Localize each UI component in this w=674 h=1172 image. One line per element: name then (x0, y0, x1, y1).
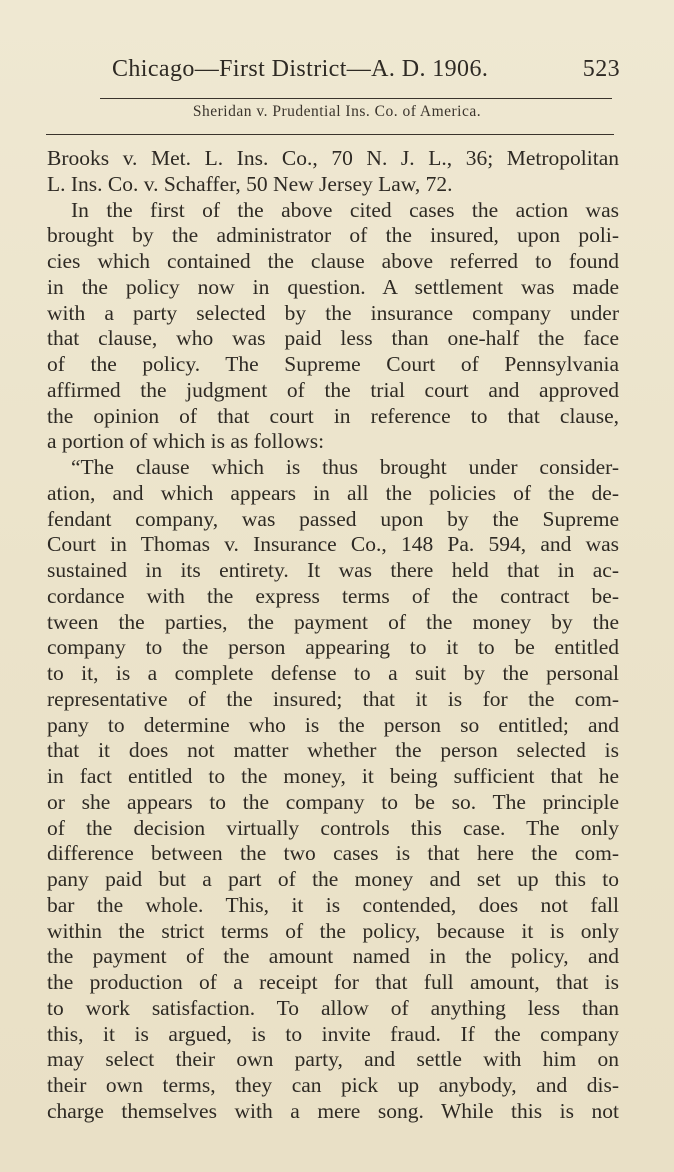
text-line: affirmed the judgment of the trial court and approved (47, 377, 619, 402)
text-line: Court in Thomas v. Insurance Co., 148 Pa. 594, and was (47, 532, 619, 557)
text-line: in the policy now in question. A settlement was made (47, 274, 619, 299)
body-text (47, 146, 619, 1125)
running-head (112, 56, 620, 92)
text-line: charge themselves with a mere song. While this is not (47, 1098, 619, 1123)
text-line: representative of the insured; that it is for the com- (47, 686, 619, 711)
page-number: 523 (582, 56, 620, 82)
text-line: fendant company, was passed upon by the Supreme (47, 506, 619, 531)
text-line: may select their own party, and settle with him on (47, 1047, 619, 1072)
text-line: brought by the administrator of the insured, upon poli- (47, 223, 619, 248)
text-line: a portion of which is as follows: (47, 429, 325, 454)
text-line: pany paid but a part of the money and set up this to (47, 867, 619, 891)
text-line: pany to determine who is the person so entitled; and (47, 712, 619, 737)
text-line: of the decision virtually controls this case. The only (47, 815, 619, 840)
text-line: tween the parties, the payment of the money by the (47, 609, 619, 634)
text-line: ation, and which appears in all the policies of the de- (47, 480, 619, 505)
text-line: Brooks v. Met. L. Ins. Co., 70 N. J. L., 36; Metropolitan (47, 146, 619, 170)
text-line: cies which contained the clause above referred to found (47, 249, 619, 273)
header-rule-top (100, 98, 612, 99)
text-line: their own terms, they can pick up anybody, and dis- (47, 1073, 619, 1097)
text-line: that clause, who was paid less than one-half the face (47, 326, 619, 351)
text-line: bar the whole. This, it is contended, does not fall (47, 892, 619, 917)
text-line: difference between the two cases is that here the com- (47, 841, 619, 866)
text-line: sustained in its entirety. It was there held that in ac- (47, 558, 619, 582)
text-line: to work satisfaction. To allow of anything less than (47, 995, 619, 1020)
quotation-first-line: “The clause which is thus brought under consider- (71, 455, 619, 479)
text-line: to it, is a complete defense to a suit by the personal (47, 661, 619, 685)
text-line: in fact entitled to the money, it being sufficient that he (47, 764, 619, 788)
text-line: with a party selected by the insurance company under (47, 300, 619, 325)
text-line: cordance with the express terms of the contract be- (47, 583, 619, 608)
case-caption: Sheridan v. Prudential Ins. Co. of America. (192, 103, 482, 120)
text-line: the payment of the amount named in the policy, and (47, 944, 619, 969)
text-line: of the policy. The Supreme Court of Pennsylvania (47, 352, 619, 376)
text-line: this, it is argued, is to invite fraud. If the company (47, 1021, 619, 1046)
text-line: the production of a receipt for that full amount, that is (47, 970, 619, 994)
text-line: that it does not matter whether the person selected is (47, 738, 619, 763)
text-line: company to the person appearing to it to be entitled (47, 635, 619, 660)
text-line: within the strict terms of the policy, because it is only (47, 918, 619, 943)
running-title: Chicago—First District—A. D. 1906. (112, 56, 489, 82)
header-rule-bottom (46, 134, 614, 135)
text-line: L. Ins. Co. v. Schaffer, 50 New Jersey Law, 72. (47, 171, 453, 196)
paragraph-first-line: In the first of the above cited cases the action was (71, 197, 619, 222)
text-line: the opinion of that court in reference to that clause, (47, 403, 619, 428)
text-line: or she appears to the company to be so. The principle (47, 789, 619, 814)
